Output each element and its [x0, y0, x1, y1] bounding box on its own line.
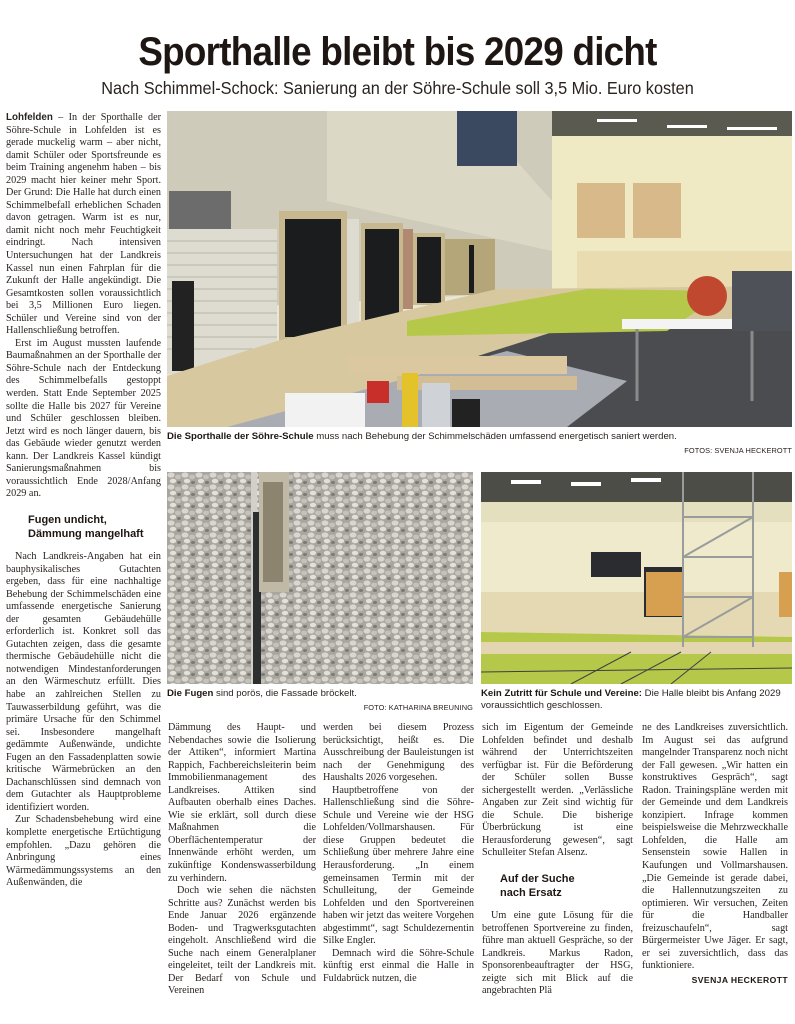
- paragraph: Doch wie sehen die nächsten Schritte aus? Zunächst werden bis Ende Januar 2026 ergänzende Boden- und Tragwerksgutachten eingeholt. Anschließend wird die Suche nach einem Generalplaner eingeleitet, teilt der Landkreis mit. Der Bedarf von Schule und Vereinen: [168, 885, 316, 997]
- gym-interior-image: [167, 111, 792, 427]
- paragraph-text: – In der Sporthalle der Söhre-Schule in Lohfelden ist es gerade muckelig warm – aber nicht, damit Schüler oder Sportsfreunde es beim Training angenehm haben – bis 2029 macht hier keiner mehr Sport. Der Grund: Die Halle hat durch einen Schimmelbefall erheblichen Schaden davon getragen. Warm ist es nur, damit nicht noch mehr Feuchtigkeit eindringt. Nach intensiven Untersuchungen hat der Landkreis Kassel nun einen Fahrplan für die Zukunft der Halle angekündigt. Die Gesamtkosten sollen voraussichtlich bei 3,5 Millionen Euro liegen. Schüler und Vereine sind von der Hallenschließung betroffen.: [6, 112, 161, 337]
- text-column-1: [6, 112, 161, 890]
- main-photo-credit: FOTOS: SVENJA HECKEROTT: [684, 446, 792, 455]
- article-headline: Sporthalle bleibt bis 2029 dicht: [138, 30, 657, 74]
- facade-photo: [167, 472, 473, 684]
- paragraph: Demnach wird die Söhre-Schule künftig erst einmal die Halle in Fuldabrück nutzen, die: [323, 947, 474, 984]
- subtitle-line: Fugen undicht,: [28, 513, 107, 526]
- text-column-3: [323, 722, 474, 985]
- paragraph: Dämmung des Haupt- und Nebendaches sowie die Isolierung der Attiken“, informiert Martina Rappich, Fachbereichsleiterin beim Immobilienmanagement des Landkreises. Attiken sind Aufbauten oberhalb eines Daches. Wie sie erklärt, soll durch diese Maßnahmen die Oberflächentemperatur der Innenwände erhöht werden, um zukünftige Kondenswasserbildung zu verhindern.: [168, 722, 316, 884]
- section-subtitle: [482, 872, 633, 900]
- article-subheadline: Nach Schimmel-Schock: Sanierung an der Söhre-Schule soll 3,5 Mio. Euro kosten: [101, 78, 694, 98]
- subtitle-line: Auf der Suche: [500, 873, 575, 886]
- paragraph: werden bei diesem Prozess berücksichtigt, heißt es. Die Ausschreibung der Bauleistungen ist nach der Genehmigung des Haushalts 2026 vorgesehen.: [323, 722, 474, 784]
- paragraph: [6, 112, 161, 338]
- paragraph: Um eine gute Lösung für die betroffenen Sportvereine zu finden, führe man aktuell Gespräche, so der Landkreis. Markus Radon, Sponsorenbeauftragter der HSG, zeigte sich mit Blick auf die angebrachten Plä: [482, 910, 633, 997]
- paragraph: Nach Landkreis-Angaben hat ein bauphysikalisches Gutachten ergeben, dass für eine nachhaltige Behebung der Schimmelschäden eine umfassende energetische Sanierung der gesamten Gebäudehülle erforderlich ist. Konkret soll das Gutachten zeigen, dass die gesamte thermische Gebäudehülle nicht die notwendigen Mindestanforderungen an den Wärmeschutz erfüllt. Dies habe an zahlreichen Stellen zu Tauwasserbildung geführt, was die primäre Ursache für den Schimmel sei. Insbesondere mangelhaft gedämmte Außenwände, undichte Fugen an den Fassadenplatten sowie kritische Wärmebrücken an den Dachanschlüssen sind demnach von dem Gutachter als Hauptprobleme identifiziert worden.: [6, 550, 161, 813]
- paragraph: sich im Eigentum der Gemeinde Lohfelden befindet und deshalb während der Unterrichtszeiten verfügbar ist. Für die Beförderung der Schüler sollen Busse sichergestellt werden. „Verlässliche Angaben zur Zeit sind wichtig für die Schule. Die bisherige Überbrückung ist eine Herausforderung gewesen“, sagt Schulleiter Stefan Alsenz.: [482, 722, 633, 859]
- caption-bold: Die Sporthalle der Söhre-Schule: [167, 431, 314, 442]
- caption-bold: Kein Zutritt für Schule und Vereine:: [481, 688, 642, 699]
- caption-bold: Die Fugen: [167, 688, 214, 699]
- text-column-2: [168, 722, 316, 998]
- subtitle-line: Dämmung mangelhaft: [28, 527, 144, 540]
- hall-scaffolding-image: [481, 472, 792, 684]
- caption-text: sind porös, die Fassade bröckelt.: [213, 688, 357, 699]
- dateline: Lohfelden: [6, 112, 53, 123]
- hall-photo-caption: [481, 688, 792, 712]
- facade-photo-caption: [167, 688, 473, 700]
- main-photo-sporthalle: [167, 111, 792, 427]
- facade-photo-credit: FOTO: KATHARINA BREUNING: [363, 703, 473, 712]
- text-column-4: [482, 722, 633, 998]
- subtitle-line: nach Ersatz: [500, 887, 562, 900]
- section-subtitle: [6, 513, 161, 541]
- pebble-facade-image: [167, 472, 473, 684]
- main-photo-caption: [167, 431, 792, 443]
- hall-photo: [481, 472, 792, 684]
- caption-text: muss nach Behebung der Schimmelschäden umfassend energetisch saniert werden.: [313, 431, 677, 442]
- paragraph: Erst im August mussten laufende Baumaßnahmen an der Sporthalle der Söhre-Schule nach der Entdeckung des Schimmelbefalls gestoppt werden. Statt Ende September 2025 sollte die Halle bis 2027 für Vereine und Schüler geschlossen bleiben. Jetzt wird es noch länger dauern, bis das Gebäude wieder genutzt werden kann. Der Landkreis Kassel kündigt Sanierungsmaßnahmen bis voraussichtlich Ende 2028/Anfang 2029 an.: [6, 337, 161, 500]
- author-byline: SVENJA HECKEROTT: [691, 974, 788, 985]
- paragraph: ne des Landkreises zuversichtlich. Im August sei das aufgrund mangelnder Transparenz noch nicht der Fall gewesen. „Wir hatten ein konstruktives Gespräch“, sagt Radon. Trainingspläne werden mit der Gemeinde und dem Landkreis konzipiert. Infrage kommen beispielsweise die Mehrzweckhalle Lohfelden, die Halle am Sensenstein sowie Hallen in Kaufungen und Vollmarshausen. „Die Gemeinde ist gerade dabei, die Hallennutzungszeiten zu optimieren. Wir versuchen, Zeiten für die Handballer freizuschaufeln“, sagt Bürgermeister Uwe Jäger. Er sagt, er sei zuversichtlich, dass das funktioniere.: [642, 722, 788, 972]
- paragraph: Zur Schadensbehebung wird eine komplette energetische Ertüchtigung empfohlen. „Dazu gehören die Anbringung eines Wärmedämmungssystems an den Außenwänden, die: [6, 814, 161, 889]
- caption-text: Die Halle bleibt bis Anfang 2029 voraussichtlich geschlossen.: [481, 688, 781, 711]
- paragraph: Hauptbetroffene von der Hallenschließung sind die Söhre-Schule und Vereine wie der HSG Lohfelden/Vollmarshausen. Für diese Gruppen bedeutet die Schließung über mehrere Jahre eine Herausforderung. „In einem gemeinsamen Termin mit der Schulleitung, der Gemeinde Lohfelden und den Sportvereinen haben wir jetzt das weitere Vorgehen abgestimmt“, sagt Schuldezernentin Silke Engler.: [323, 784, 474, 947]
- text-column-5: [642, 722, 788, 986]
